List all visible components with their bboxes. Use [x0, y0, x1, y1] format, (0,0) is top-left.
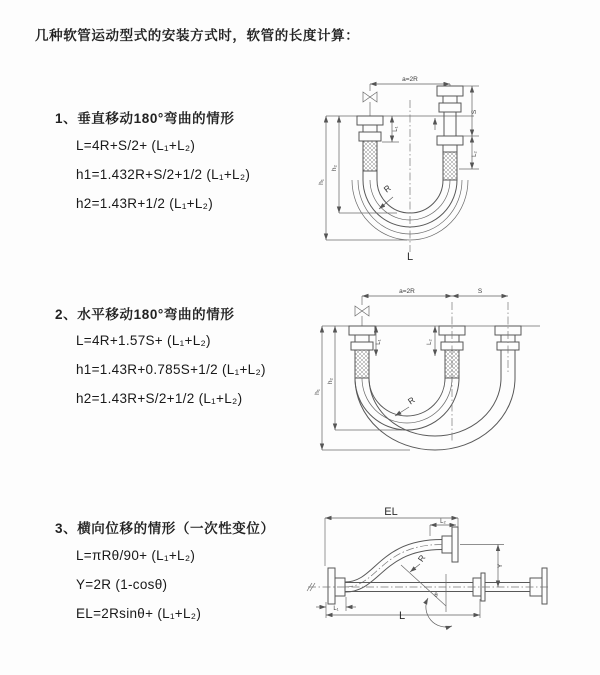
dim-label-l1: L₁ — [393, 126, 399, 132]
dim-label-a2r: a=2R — [399, 288, 415, 295]
theta-label: θ — [434, 593, 438, 599]
section-3-heading: 3、横向位移的情形（一次性变位） — [55, 521, 275, 536]
diagram-lateral-displacement — [298, 498, 598, 646]
section-1-formula-h2: h2=1.43R+1/2 (L₁+L₂) — [76, 196, 214, 211]
section-3-formula-Y: Y=2R (1-cosθ) — [76, 577, 168, 592]
section-2-heading: 2、水平移动180°弯曲的情形 — [55, 307, 235, 322]
dim-label-s: S — [477, 288, 483, 295]
section-3-formula-EL: EL=2Rsinθ+ (L₁+L₂) — [76, 606, 202, 621]
dim-label-a2r: a=2R — [402, 76, 418, 83]
section-2-formula-h2: h2=1.43R+S/2+1/2 (L₁+L₂) — [76, 391, 243, 406]
radius-label: R — [405, 394, 417, 407]
dim-label-h1: h₁ — [318, 179, 325, 185]
dim-label-el: EL — [384, 506, 398, 518]
dim-label-l1: L₁ — [376, 339, 382, 345]
dim-label-h1: h₁ — [314, 389, 321, 395]
flange-left — [328, 568, 345, 604]
dim-label-l: L — [398, 610, 406, 622]
diagram-vertical-180-bend — [312, 70, 600, 266]
valve-icon — [363, 92, 377, 116]
flange-fixed-pipe — [530, 568, 547, 604]
section-1-formula-L: L=4R+S/2+ (L₁+L₂) — [76, 138, 196, 153]
section-1-formula-h1: h1=1.432R+S/2+1/2 (L₁+L₂) — [76, 167, 251, 182]
radius-label: R — [415, 552, 428, 564]
dim-label-s: S — [471, 109, 478, 115]
section-3-formula-L: L=πRθ/90+ (L₁+L₂) — [76, 548, 196, 563]
braided-hose-left — [363, 141, 377, 171]
section-2-formula-L: L=4R+1.57S+ (L₁+L₂) — [76, 333, 211, 348]
dim-label-y: Y — [497, 563, 504, 569]
braided-hose-right — [443, 152, 457, 180]
dim-label-h2: h₂ — [331, 164, 338, 172]
length-label: L — [406, 251, 414, 263]
radius-label: R — [381, 182, 393, 195]
section-1-heading: 1、垂直移动180°弯曲的情形 — [55, 111, 235, 126]
dim-label-l1: L₁ — [333, 606, 339, 612]
diagram-horizontal-180-bend — [310, 284, 600, 456]
dim-label-l2: L₂ — [427, 339, 433, 345]
valve-icon — [355, 306, 369, 326]
dim-label-l2: L₂ — [440, 519, 446, 525]
dim-label-h2: h₂ — [327, 377, 334, 385]
dim-label-l2: L₂ — [472, 151, 478, 157]
section-2-formula-h1: h1=1.43R+0.785S+1/2 (L₁+L₂) — [76, 362, 266, 377]
page-title: 几种软管运动型式的安装方式时，软管的长度计算： — [35, 28, 360, 43]
flange-raised — [442, 527, 458, 562]
flange-fitting-left — [349, 326, 375, 378]
